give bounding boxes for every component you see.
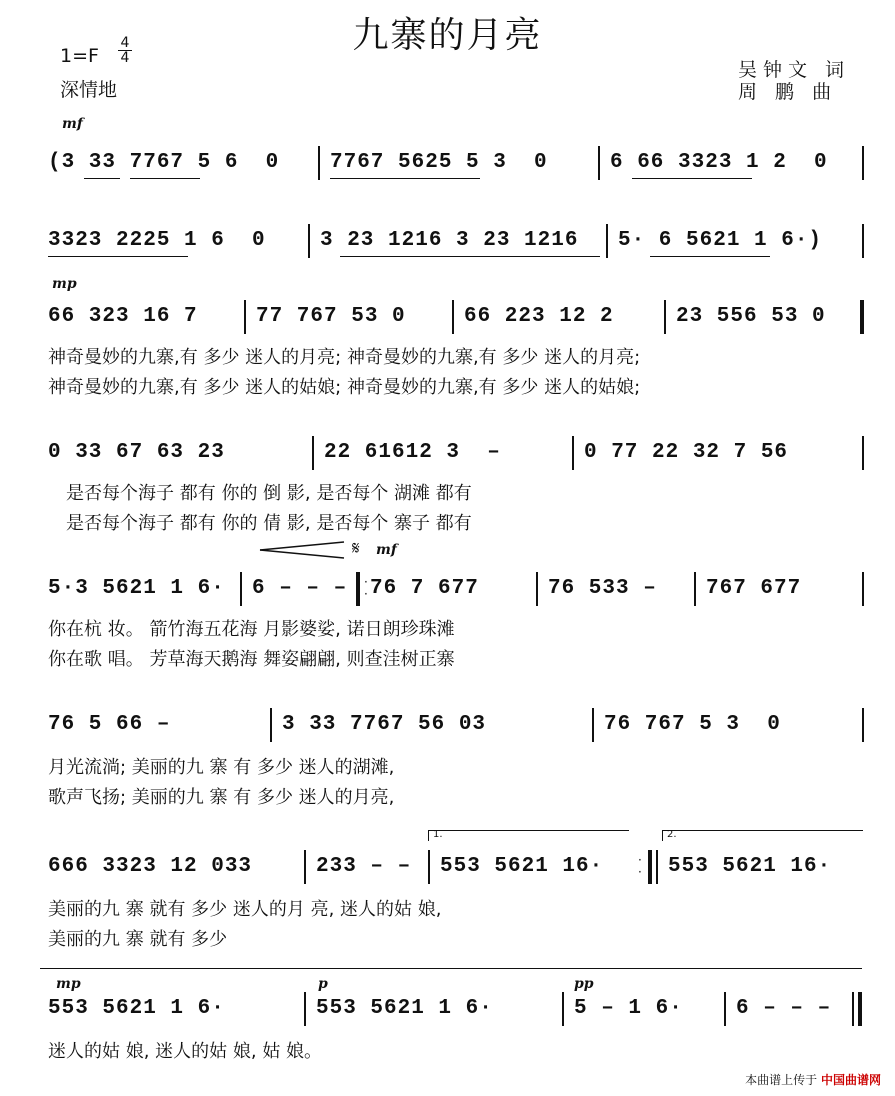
barline [312, 436, 314, 470]
measure-19: 76 5 66 – [48, 713, 171, 736]
repeat-start-barline [356, 572, 360, 606]
beam [130, 178, 200, 179]
lyric-verse2: 神奇曼妙的九寨,有 多少 迷人的姑娘; 神奇曼妙的九寨,有 多少 迷人的姑娘; [48, 377, 641, 398]
measure-12: 22 61612 3 – [324, 441, 501, 464]
measure-4: 3323 2225 1 6 0 [48, 229, 266, 252]
crescendo-hairpin [256, 540, 346, 560]
beam [340, 256, 600, 257]
measure-13: 0 77 22 32 7 56 [584, 441, 789, 464]
measure-20: 3 33 7767 56 03 [282, 713, 487, 736]
barline [308, 224, 310, 258]
measure-29: 6 – – – [736, 997, 832, 1020]
footer [745, 1071, 881, 1088]
dynamic-mp: mp [52, 276, 77, 292]
final-barline [852, 992, 854, 1026]
barline [270, 708, 272, 742]
measure-1: (3 33 7767 5 6 0 [48, 151, 280, 174]
lyric-verse1: 你在杭 妆。 箭竹海五花海 月影婆娑, 诺日朗珍珠滩 [48, 619, 455, 640]
measure-21: 76 767 5 3 0 [604, 713, 781, 736]
measure-6: 5· 6 5621 1 6·) [618, 229, 823, 252]
final-barline [858, 992, 862, 1026]
barline [304, 992, 306, 1026]
measure-22: 666 3323 12 033 [48, 855, 253, 878]
barline [606, 224, 608, 258]
system-line [40, 968, 862, 969]
barline [562, 992, 564, 1026]
time-signature-bottom: 4 [118, 50, 132, 65]
lyric-verse1: 神奇曼妙的九寨,有 多少 迷人的月亮; 神奇曼妙的九寨,有 多少 迷人的月亮; [48, 347, 641, 368]
barline [862, 224, 864, 258]
song-title: 九寨的月亮 [352, 15, 543, 56]
lyric-verse2: 歌声飞扬; 美丽的九 寨 有 多少 迷人的月亮, [48, 787, 395, 808]
barline [862, 572, 864, 606]
barline [664, 300, 666, 334]
dynamic-mf: mf [376, 542, 397, 558]
barline [862, 146, 864, 180]
lyricist-credit: 吴钟文 词 [738, 59, 851, 81]
dynamic-mf: mf [62, 116, 83, 132]
beam [632, 178, 752, 179]
dynamic-mp: mp [56, 976, 81, 992]
measure-11: 0 33 67 63 23 [48, 441, 225, 464]
measure-3: 6 66 3323 1 2 0 [610, 151, 828, 174]
repeat-dots: · · [364, 575, 368, 601]
key-signature: 1=F [60, 45, 99, 67]
barline [240, 572, 242, 606]
composer-credit: 周 鹏 曲 [738, 81, 838, 103]
measure-14: 5·3 5621 1 6· [48, 577, 225, 600]
barline [592, 708, 594, 742]
measure-24: 553 5621 16· [440, 855, 604, 878]
measure-27: 553 5621 1 6· [316, 997, 493, 1020]
dynamic-pp: pp [574, 976, 594, 992]
site-logo[interactable]: 中国曲谱网 [820, 1073, 881, 1087]
measure-16: 76 7 677 [370, 577, 479, 600]
time-signature [118, 36, 132, 65]
barline [724, 992, 726, 1026]
measure-10: 23 556 53 0 [676, 305, 826, 328]
barline [598, 146, 600, 180]
measure-7: 66 323 16 7 [48, 305, 198, 328]
barline [656, 850, 658, 884]
barline [860, 300, 864, 334]
repeat-dots: · · [638, 853, 642, 879]
barline [572, 436, 574, 470]
repeat-end-barline [648, 850, 652, 884]
beam [48, 256, 188, 257]
measure-5: 3 23 1216 3 23 1216 [320, 229, 579, 252]
barline [318, 146, 320, 180]
lyric-verse1: 迷人的姑 娘, 迷人的姑 娘, 姑 娘。 [48, 1041, 323, 1062]
barline [428, 850, 430, 884]
time-signature-top: 4 [120, 35, 130, 51]
second-ending-bracket: 2. [662, 830, 863, 841]
measure-26: 553 5621 1 6· [48, 997, 225, 1020]
lyric-verse2: 美丽的九 寨 就有 多少 [48, 929, 228, 950]
measure-18: 767 677 [706, 577, 802, 600]
measure-2: 7767 5625 5 3 0 [330, 151, 548, 174]
barline [862, 708, 864, 742]
footer-text: 本曲谱上传于 [745, 1073, 818, 1087]
barline [244, 300, 246, 334]
lyric-verse1: 月光流淌; 美丽的九 寨 有 多少 迷人的湖滩, [48, 757, 395, 778]
measure-23: 233 – – [316, 855, 412, 878]
measure-28: 5 – 1 6· [574, 997, 683, 1020]
beam [84, 178, 120, 179]
lyric-verse2: 你在歌 唱。 芳草海天鹅海 舞姿翩翩, 则查洼树正寨 [48, 649, 455, 670]
segno-sign: 𝄋 [352, 538, 360, 559]
lyric-verse1: 美丽的九 寨 就有 多少 迷人的月 亮, 迷人的姑 娘, [48, 899, 442, 920]
barline [304, 850, 306, 884]
measure-15: 6 – – – [252, 577, 348, 600]
expression-marking: 深情地 [60, 79, 118, 101]
barline [536, 572, 538, 606]
barline [694, 572, 696, 606]
measure-8: 77 767 53 0 [256, 305, 406, 328]
lyric-verse2: 是否每个海子 都有 你的 倩 影, 是否每个 寨子 都有 [66, 513, 472, 534]
measure-25: 553 5621 16· [668, 855, 832, 878]
beam [330, 178, 480, 179]
first-ending-bracket: 1. [428, 830, 629, 841]
beam [650, 256, 770, 257]
barline [452, 300, 454, 334]
measure-9: 66 223 12 2 [464, 305, 614, 328]
measure-17: 76 533 – [548, 577, 657, 600]
lyric-verse1: 是否每个海子 都有 你的 倒 影, 是否每个 湖滩 都有 [66, 483, 472, 504]
dynamic-p: p [318, 976, 328, 992]
barline [862, 436, 864, 470]
